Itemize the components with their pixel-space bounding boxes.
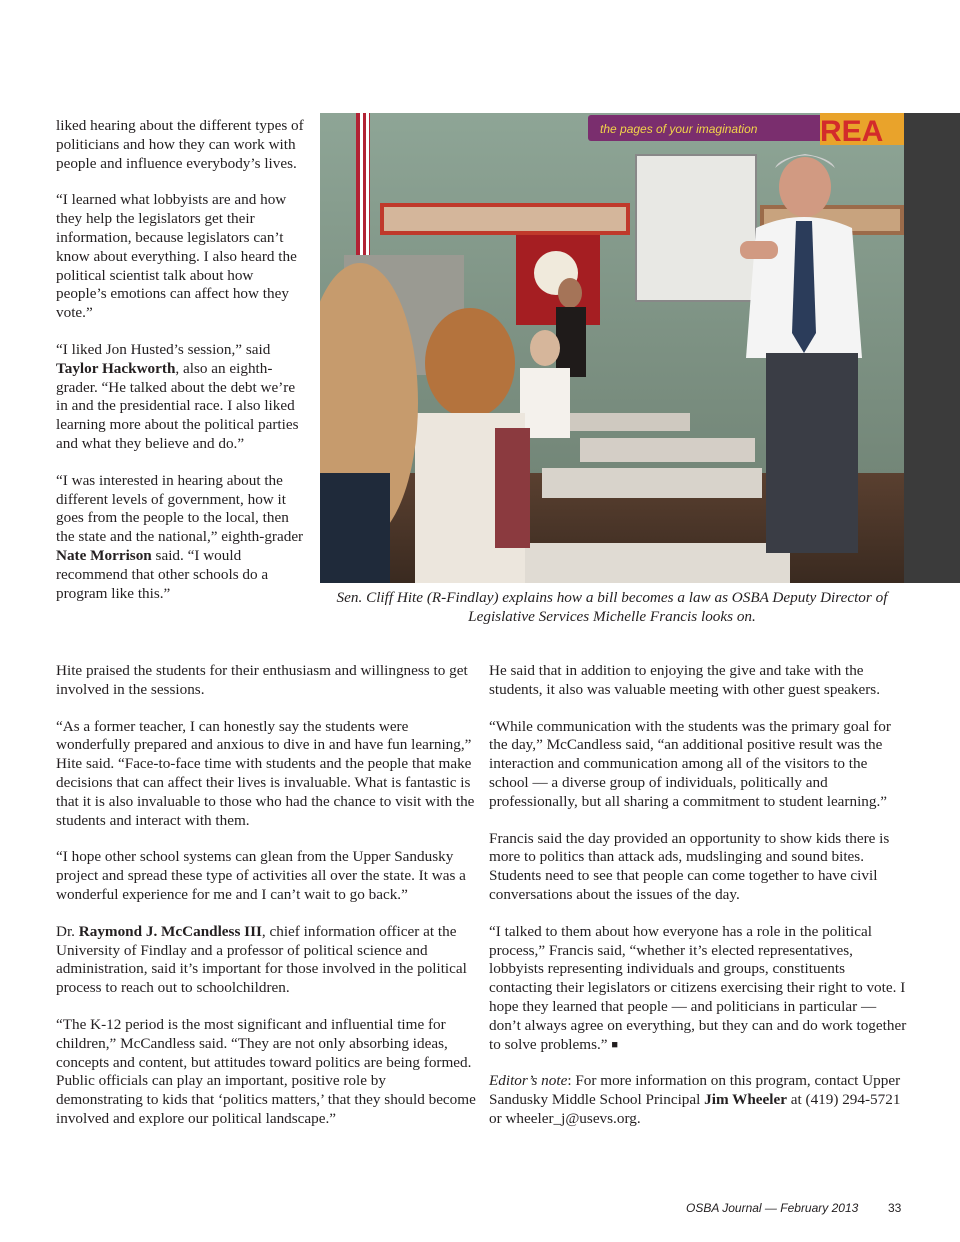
paragraph: He said that in addition to enjoying the give and take with the students, it also was valuable meeting with other guest speakers. xyxy=(489,662,880,698)
classroom-photo xyxy=(320,113,960,583)
journal-footer: OSBA Journal — February 2013 xyxy=(686,1201,859,1215)
paragraph: Hite praised the students for their enthusiasm and willingness to get involved in the sessions. xyxy=(56,662,468,698)
editors-note xyxy=(489,1072,909,1128)
classroom-photo-image xyxy=(320,113,960,583)
editors-note-label: Editor’s note xyxy=(489,1072,568,1090)
read-sign-text: REA xyxy=(820,115,884,148)
photo-caption: Sen. Cliff Hite (R-Findlay) explains how a bill becomes a law as OSBA Deputy Director of Legislative Services Michelle Francis looks on. xyxy=(336,589,888,625)
paragraph: Francis said the day provided an opportunity to show kids there is more to politics than attack ads, mudslinging and sound bites. Students need to see that people can come together to have civil conversations about the issues of the day. xyxy=(489,829,890,903)
paragraph: “While communication with the students was the primary goal for the day,” McCandless said, “an additional positive result was the interaction and communication among all of the visitors to the school — a diverse group of individuals, politically and professionally, but all sharing a commitment to student learning.” xyxy=(489,717,891,810)
text-run: , chief information officer at the University of Findlay and a professor of political science and administration, said it’s important for those involved in the political process to reach out to schoolchildren. xyxy=(56,922,467,997)
paragraph xyxy=(489,923,909,1055)
paragraph: “As a former teacher, I can honestly say the students were wonderfully prepared and anxious to dive in and have fun learning,” Hite said. “Face-to-face time with students and the people that make decisions that can affect their lives is invaluable. What is fantastic is that it is also invaluable to those who had the chance to visit with the students and interact with them. xyxy=(56,717,475,829)
text-run: Dr. xyxy=(56,922,79,940)
person-name: Taylor Hackworth xyxy=(56,359,176,377)
text-run: “I liked Jon Husted’s session,” said xyxy=(56,340,271,358)
person-name: Nate Morrison xyxy=(56,546,152,564)
article-right-column xyxy=(489,662,909,1129)
person-name: Raymond J. McCandless III xyxy=(78,922,262,940)
person-name: Jim Wheeler xyxy=(704,1091,787,1109)
text-run: “I talked to them about how everyone has a role in the political process,” Francis said, “whether it’s elected representatives, lobbyists representing individuals and groups, constituents contacting their legislators or citizens exercising their right to vote. I hope they learned that people — and politicians in particular — don’t always agree on everything, but they can and do work together to solve problems.” xyxy=(489,922,907,1053)
text-run: “I was interested in hearing about the different levels of government, how it goes from the people to the local, then the state and the national,” eighth-grader xyxy=(56,471,304,546)
article-left-column xyxy=(56,662,476,1129)
paragraph: “The K-12 period is the most significant and influential time for children,” McCandless said. “They are not only absorbing ideas, concepts and content, but attitudes toward politics are being formed. Public officials can play an important, positive role by demonstrating to kids that ‘politics matters,’ that they should become involved and explore our political landscape.” xyxy=(56,1015,476,1127)
article-left-top-column xyxy=(56,117,306,603)
text-run: , also an eighth-grader. “He talked about the debt we’re in and the presidential race. I also liked learning more about the political parties and what they believe and do.” xyxy=(56,359,299,452)
paragraph xyxy=(56,341,306,454)
page-number: 33 xyxy=(888,1201,902,1215)
banner-text: the pages of your imagination xyxy=(600,122,758,136)
paragraph: “I learned what lobbyists are and how they help the legislators get their information, because legislators can’t know about everything. I also heard the political scientist talk about how people’s emotions can affect how they vote.” xyxy=(56,191,297,322)
paragraph: “I hope other school systems can glean from the Upper Sandusky project and spread these type of activities all over the state. It was a wonderful experience for me and I can’t wait to go back.” xyxy=(56,848,466,903)
paragraph xyxy=(56,923,476,998)
paragraph xyxy=(56,472,306,604)
text-run: said. “I would recommend that other schools do a program like this.” xyxy=(56,546,269,602)
text-run: : For more information on this program, contact Upper Sandusky Middle School Principal xyxy=(489,1072,901,1109)
paragraph: liked hearing about the different types of politicians and how they can work with people and influence everybody’s lives. xyxy=(56,117,304,172)
text-run: at (419) 294-5721 or wheeler_j@usevs.org. xyxy=(489,1091,901,1127)
end-of-article-mark: ■ xyxy=(611,1038,618,1051)
